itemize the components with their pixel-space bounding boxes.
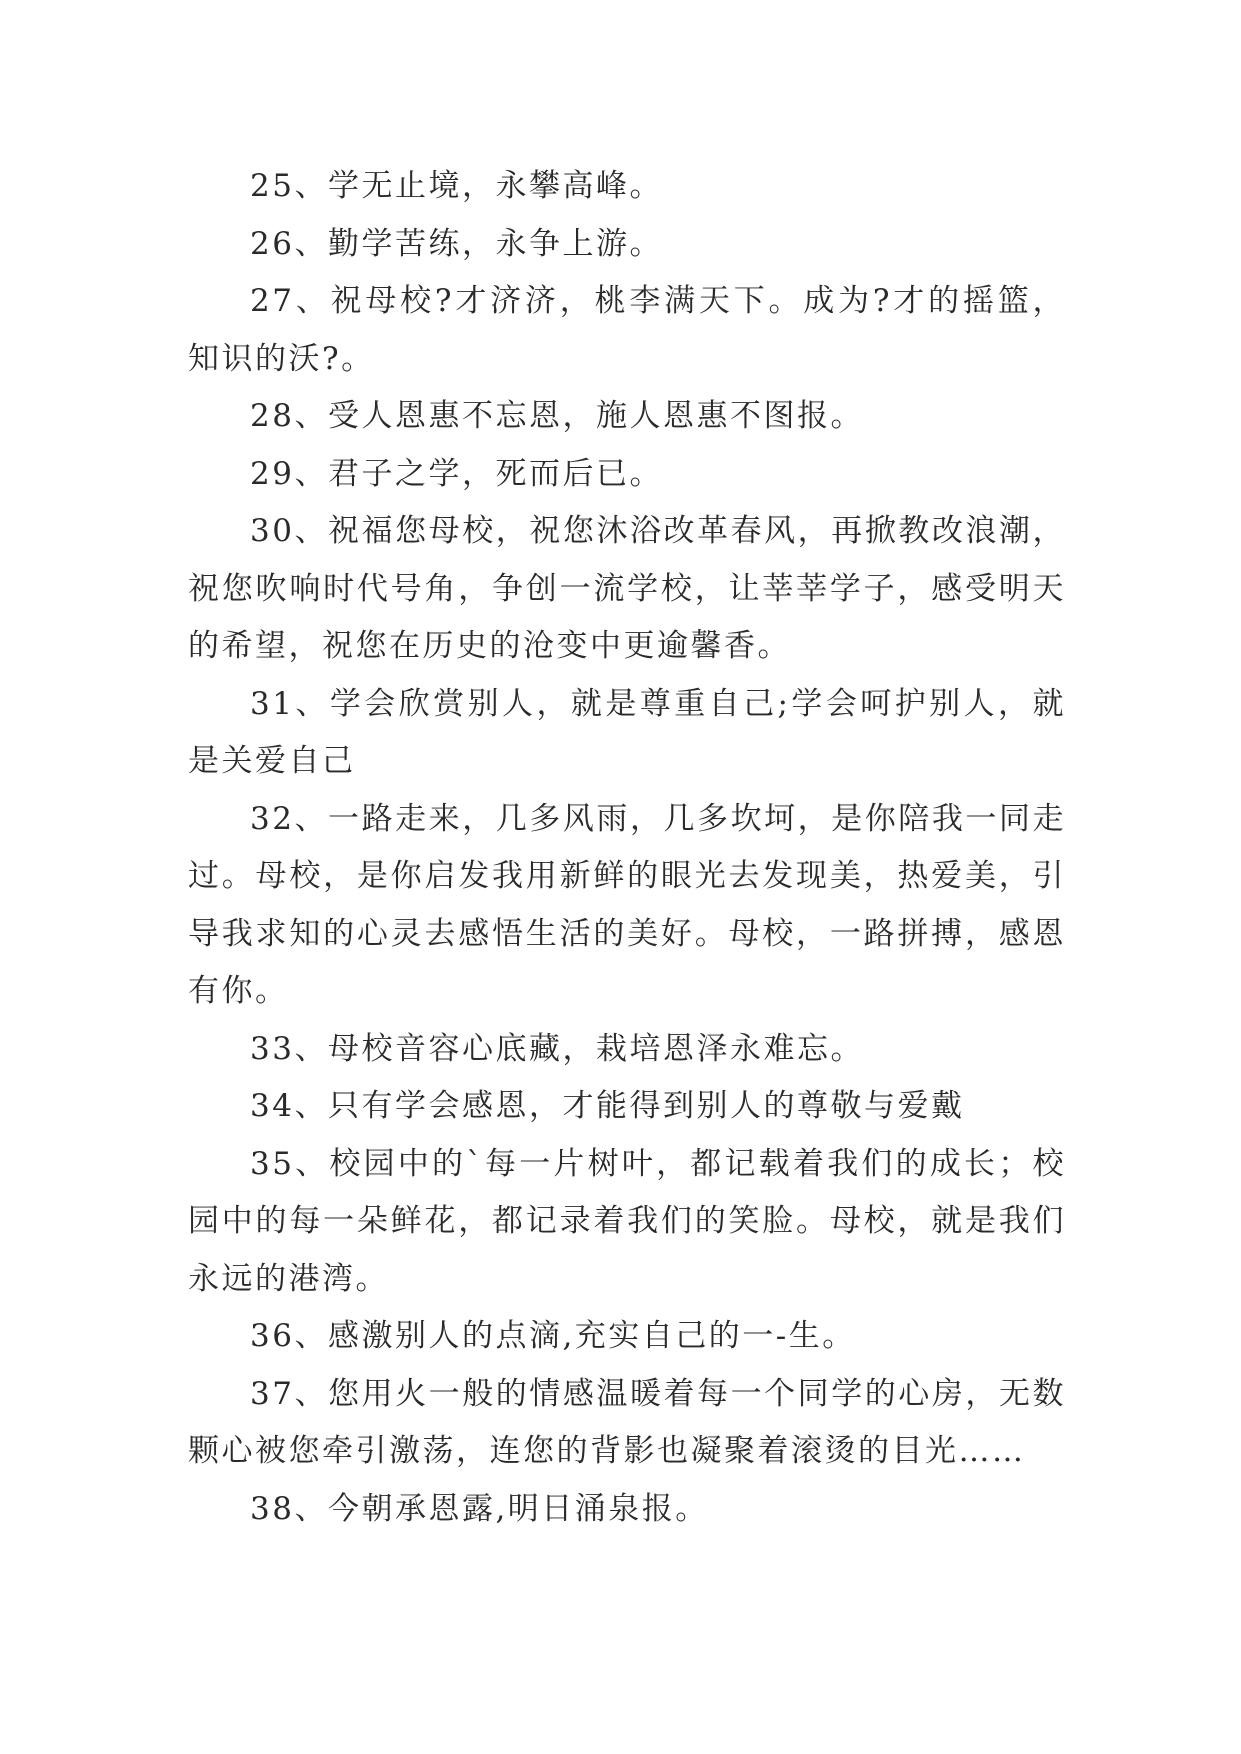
- paragraph-28: 28、受人恩惠不忘恩，施人恩惠不图报。: [250, 398, 864, 434]
- paragraph-25: 25、学无止境，永攀高峰。: [250, 168, 663, 204]
- paragraph-26: 26、勤学苦练，永争上游。: [250, 225, 663, 262]
- document-body: [188, 158, 1066, 1538]
- paragraph-37: 37、您用火一般的情感温暖着每一个同学的心房，无数颗心被您牵引激荡，连您的背影也凝聚着滚烫的目光……: [188, 1375, 1066, 1469]
- paragraph-27: 27、祝母校?才济济，桃李满天下。成为?才的摇篮，知识的沃?。: [188, 283, 1066, 377]
- paragraph-32: 32、一路走来，几多风雨，几多坎坷，是你陪我一同走过。母校，是你启发我用新鲜的眼光去发现美，热爱美，引导我求知的心灵去感悟生活的美好。母校，一路拼搏，感恩有你。: [188, 800, 1066, 1009]
- paragraph-29: 29、君子之学，死而后已。: [250, 455, 663, 492]
- paragraph-31: 31、学会欣赏别人，就是尊重自己;学会呵护别人，就是关爱自己: [188, 685, 1066, 779]
- paragraph-33: 33、母校音容心底藏，栽培恩泽永难忘。: [250, 1030, 864, 1067]
- paragraph-35: 35、校园中的`每一片树叶，都记载着我们的成长；校园中的每一朵鲜花，都记录着我们的笑脸。母校，就是我们永远的港湾。: [188, 1145, 1066, 1297]
- paragraph-30: 30、祝福您母校，祝您沐浴改革春风，再掀教改浪潮，祝您吹响时代号角，争创一流学校，让莘莘学子，感受明天的希望，祝您在历史的沧变中更逾馨香。: [188, 513, 1066, 664]
- paragraph-38: 38、今朝承恩露,明日涌泉报。: [250, 1490, 709, 1527]
- paragraph-36: 36、感激别人的点滴,充实自己的一-生。: [250, 1318, 856, 1354]
- paragraph-34: 34、只有学会感恩，才能得到别人的尊敬与爱戴: [250, 1088, 965, 1124]
